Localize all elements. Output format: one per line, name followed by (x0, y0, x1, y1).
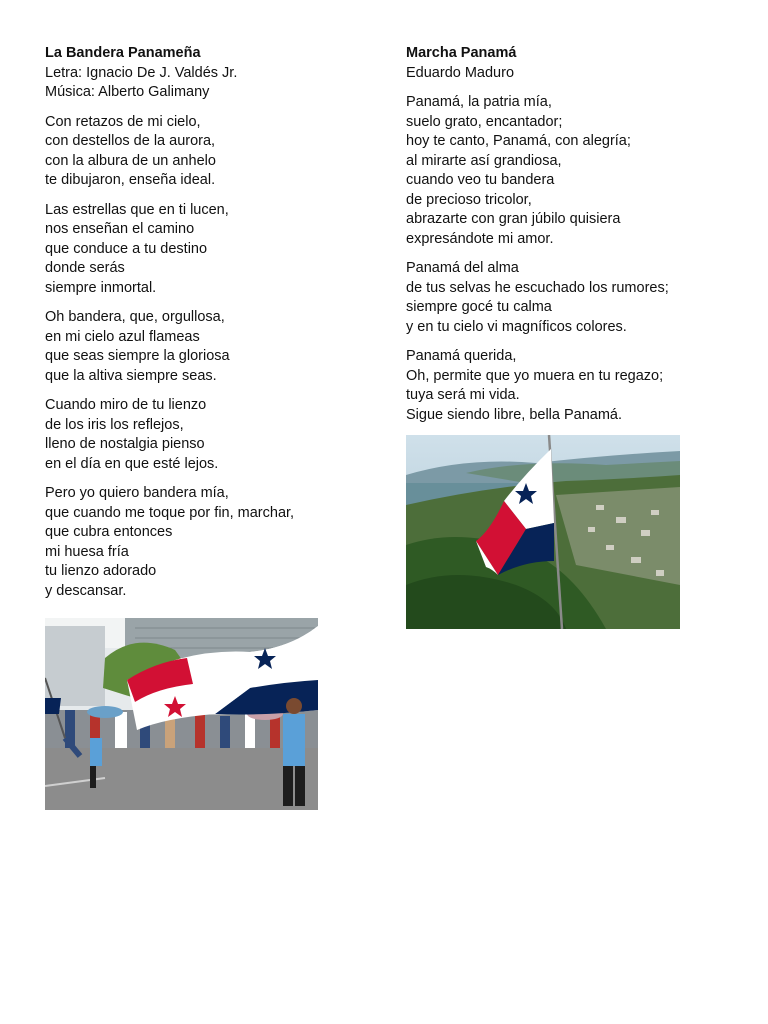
stanza (45, 201, 375, 299)
flag-on-hill-illustration (406, 435, 680, 629)
verse-line: con destellos de la aurora, (45, 133, 216, 149)
poem-marcha (406, 44, 726, 425)
stanza (406, 347, 726, 425)
verse-line: nos enseñan el camino (45, 221, 195, 237)
verse-line: de los iris los reflejos, (45, 416, 184, 433)
verse-line: siempre inmortal. (45, 279, 157, 296)
stanza (45, 484, 375, 601)
verse-line: Oh bandera, que, orgullosa, (45, 309, 225, 325)
poem-bandera (45, 44, 375, 601)
verse-line: Cuando miro de tu lienzo (45, 397, 207, 413)
verse-line: que cubra entonces (45, 524, 173, 540)
verse-line: Con retazos de mi cielo, (45, 113, 201, 130)
poem-title: La Bandera Panameña (45, 45, 201, 61)
verse-line: Panamá del alma (406, 260, 519, 276)
verse-line: abrazarte con gran júbilo quisiera (406, 211, 621, 227)
flag-on-hill-photo (406, 435, 680, 629)
verse-line: Pero yo quiero bandera mía, (45, 485, 229, 501)
stanza (45, 113, 375, 191)
verse-line: en el día en que esté lejos. (45, 455, 219, 472)
poem-lyricist: Letra: Ignacio De J. Valdés Jr. (45, 64, 238, 81)
stanza (406, 93, 726, 249)
verse-line: suelo grato, encantador; (406, 113, 563, 130)
verse-line: de precioso tricolor, (406, 191, 532, 208)
verse-line: Oh, permite que yo muera en tu regazo; (406, 367, 664, 384)
verse-line: que seas siempre la gloriosa (45, 348, 230, 364)
verse-line: que la altiva siempre seas. (45, 367, 217, 384)
verse-line: y en tu cielo vi magníficos colores. (406, 318, 627, 335)
verse-line: donde serás (45, 260, 125, 276)
verse-line: Panamá querida, (406, 348, 517, 364)
verse-line: te dibujaron, enseña ideal. (45, 172, 216, 188)
verse-line: en mi cielo azul flameas (45, 328, 200, 345)
parade-flag-illustration (45, 618, 318, 810)
verse-line: Las estrellas que en ti lucen, (45, 201, 229, 218)
poem-composer: Música: Alberto Galimany (45, 84, 210, 100)
verse-line: que conduce a tu destino (45, 240, 208, 257)
stanza (45, 308, 375, 386)
verse-line: hoy te canto, Panamá, con alegría; (406, 133, 631, 149)
verse-line: tu lienzo adorado (45, 563, 157, 579)
verse-line: lleno de nostalgia pienso (45, 436, 205, 452)
verse-line: al mirarte así grandiosa, (406, 152, 562, 169)
parade-flag-photo (45, 618, 318, 810)
verse-line: siempre gocé tu calma (406, 299, 552, 315)
verse-line: y descansar. (45, 582, 127, 599)
poem-author: Eduardo Maduro (406, 64, 515, 81)
verse-line: que cuando me toque por fin, marchar, (45, 504, 295, 521)
stanza (45, 396, 375, 474)
verse-line: mi huesa fría (45, 543, 129, 560)
verse-line: tuya será mi vida. (406, 387, 520, 403)
verse-line: de tus selvas he escuchado los rumores; (406, 279, 669, 296)
verse-line: con la albura de un anhelo (45, 152, 216, 169)
verse-line: cuando veo tu bandera (406, 172, 555, 188)
poem-title: Marcha Panamá (406, 45, 517, 61)
stanza (406, 259, 726, 337)
verse-line: Panamá, la patria mía, (406, 94, 552, 110)
verse-line: Sigue siendo libre, bella Panamá. (406, 406, 623, 423)
verse-line: expresándote mi amor. (406, 230, 554, 247)
